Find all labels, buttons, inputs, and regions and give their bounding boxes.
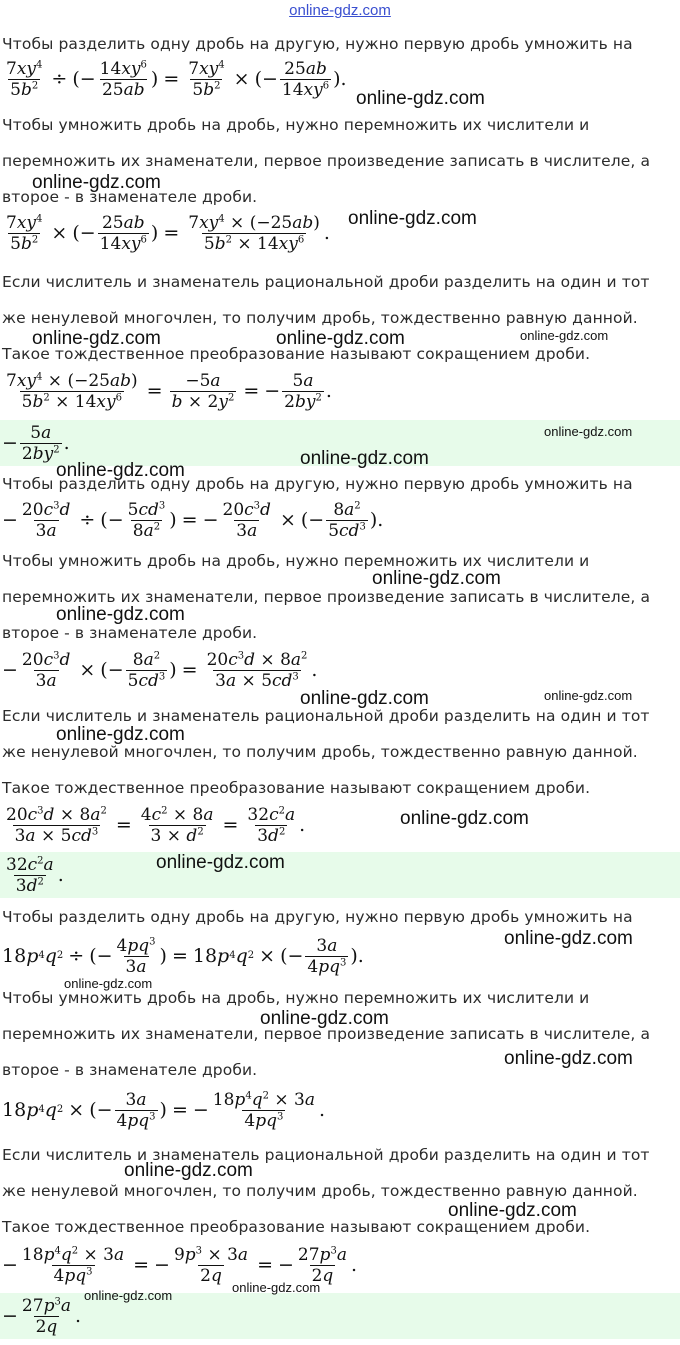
- watermark: online-gdz.com: [64, 976, 153, 991]
- watermark: online-gdz.com: [520, 328, 609, 343]
- watermark: online-gdz.com: [156, 852, 285, 873]
- rule-reduce-text-1: Если числитель и знаменатель рациональной дроби разделить на один и тот: [2, 273, 650, 291]
- watermark: online-gdz.com: [300, 688, 429, 709]
- watermark: online-gdz.com: [232, 1280, 321, 1295]
- watermark: online-gdz.com: [544, 424, 633, 439]
- watermark: online-gdz.com: [84, 1288, 173, 1303]
- formula-1-3: $\frac{7xy^4 \times (-25ab)}{5b^2 \times 14xy^6}$ = $\frac{-5a}{b \times 2y^2}$ = − $\frac{5a}{2by^2}$ .: [6, 370, 332, 412]
- watermark: online-gdz.com: [400, 808, 529, 829]
- watermark: online-gdz.com: [56, 604, 185, 625]
- formula-1-1: $\frac{7xy^4}{5b^2}$ ÷ (− $\frac{14xy^6}{25ab}$ ) = $\frac{7xy^4}{5b^2}$ × (− $\frac{25ab}{14xy^6}$ ).: [6, 58, 347, 100]
- rule-multiply-text-2: перемножить их знаменатели, первое произведение записать в числителе, а: [2, 588, 651, 606]
- watermark: online-gdz.com: [448, 1200, 577, 1221]
- rule-reduce-text-3: Такое тождественное преобразование называют сокращением дроби.: [2, 779, 591, 797]
- rule-divide-text: Чтобы разделить одну дробь на другую, нужно первую дробь умножить на: [2, 908, 633, 926]
- site-link[interactable]: online-gdz.com: [289, 2, 391, 19]
- formula-2-3: $\frac{20c^3d \times 8a^2}{3a \times 5cd^3}$ = $\frac{4c^2 \times 8a}{3 \times d^2}$ = $\frac{32c^2a}{3d^2}$ .: [6, 804, 306, 846]
- watermark: online-gdz.com: [356, 88, 485, 109]
- watermark: online-gdz.com: [56, 724, 185, 745]
- rule-reduce-text-3: Такое тождественное преобразование называют сокращением дроби.: [2, 345, 591, 363]
- watermark: online-gdz.com: [504, 1048, 633, 1069]
- formula-2-2: − $\frac{20c^3d}{3a}$ × (− $\frac{8a^2}{5cd^3}$ ) = $\frac{20c^3d \times 8a^2}{3a \times 5cd^3}$ .: [2, 649, 318, 691]
- answer-1-formula: − $\frac{5a}{2by^2}$ .: [2, 422, 70, 464]
- rule-multiply-text-2: перемножить их знаменатели, первое произведение записать в числителе, а: [2, 1025, 651, 1043]
- rule-reduce-text-1: Если числитель и знаменатель рациональной дроби разделить на один и тот: [2, 707, 650, 725]
- answer-2: [0, 852, 680, 898]
- watermark: online-gdz.com: [276, 328, 405, 349]
- rule-divide-text: Чтобы разделить одну дробь на другую, нужно первую дробь умножить на: [2, 475, 633, 493]
- watermark: online-gdz.com: [260, 1008, 389, 1029]
- rule-reduce-text-2: же ненулевой многочлен, то получим дробь, тождественно равную данной.: [2, 1182, 638, 1200]
- watermark: online-gdz.com: [348, 208, 477, 229]
- answer-2-formula: $\frac{32c^2a}{3d^2}$ .: [6, 854, 64, 896]
- watermark: online-gdz.com: [544, 688, 633, 703]
- watermark: online-gdz.com: [32, 172, 161, 193]
- watermark: online-gdz.com: [124, 1160, 253, 1181]
- watermark: online-gdz.com: [300, 448, 429, 469]
- formula-3-2: 18 p 4 q 2 × (− $\frac{3a}{4pq^3}$ ) = − $\frac{18p^4q^2 \times 3a}{4pq^3}$ .: [2, 1089, 326, 1131]
- rule-multiply-text-1: Чтобы умножить дробь на дробь, нужно перемножить их числители и: [2, 116, 590, 134]
- rule-multiply-text-1: Чтобы умножить дробь на дробь, нужно перемножить их числители и: [2, 552, 590, 570]
- rule-multiply-text-2: перемножить их знаменатели, первое произведение записать в числителе, а: [2, 152, 651, 170]
- rule-multiply-text-1: Чтобы умножить дробь на дробь, нужно перемножить их числители и: [2, 989, 590, 1007]
- answer-3-formula: − $\frac{27p^3a}{2q}$ .: [2, 1295, 82, 1337]
- formula-2-1: − $\frac{20c^3d}{3a}$ ÷ (− $\frac{5cd^3}{8a^2}$ ) = − $\frac{20c^3d}{3a}$ × (− $\frac{8a^2}{5cd^3}$ ).: [2, 499, 384, 541]
- watermark: online-gdz.com: [32, 328, 161, 349]
- rule-divide-text: Чтобы разделить одну дробь на другую, нужно первую дробь умножить на: [2, 35, 633, 53]
- watermark: online-gdz.com: [56, 460, 185, 481]
- rule-reduce-text-1: Если числитель и знаменатель рациональной дроби разделить на один и тот: [2, 1146, 650, 1164]
- formula-3-1: 18 p 4 q 2 ÷ (− $\frac{4pq^3}{3a}$ ) = 18 p 4 q 2 × (− $\frac{3a}{4pq^3}$ ).: [2, 935, 364, 977]
- rule-multiply-text-3: второе - в знаменателе дроби.: [2, 188, 258, 206]
- watermark: online-gdz.com: [372, 568, 501, 589]
- rule-reduce-text-3: Такое тождественное преобразование называют сокращением дроби.: [2, 1218, 591, 1236]
- formula-3-3: − $\frac{18p^4q^2 \times 3a}{4pq^3}$ = − $\frac{9p^3 \times 3a}{2q}$ = − $\frac{27p^3a}{2q}$ .: [2, 1244, 357, 1286]
- rule-multiply-text-3: второе - в знаменателе дроби.: [2, 1061, 258, 1079]
- formula-1-2: $\frac{7xy^4}{5b^2}$ × (− $\frac{25ab}{14xy^6}$ ) = $\frac{7xy^4 \times (-25ab)}{5b^2 \times 14xy^6}$ .: [6, 212, 330, 254]
- rule-multiply-text-3: второе - в знаменателе дроби.: [2, 624, 258, 642]
- watermark: online-gdz.com: [504, 928, 633, 949]
- rule-reduce-text-2: же ненулевой многочлен, то получим дробь, тождественно равную данной.: [2, 743, 638, 761]
- rule-reduce-text-2: же ненулевой многочлен, то получим дробь, тождественно равную данной.: [2, 309, 638, 327]
